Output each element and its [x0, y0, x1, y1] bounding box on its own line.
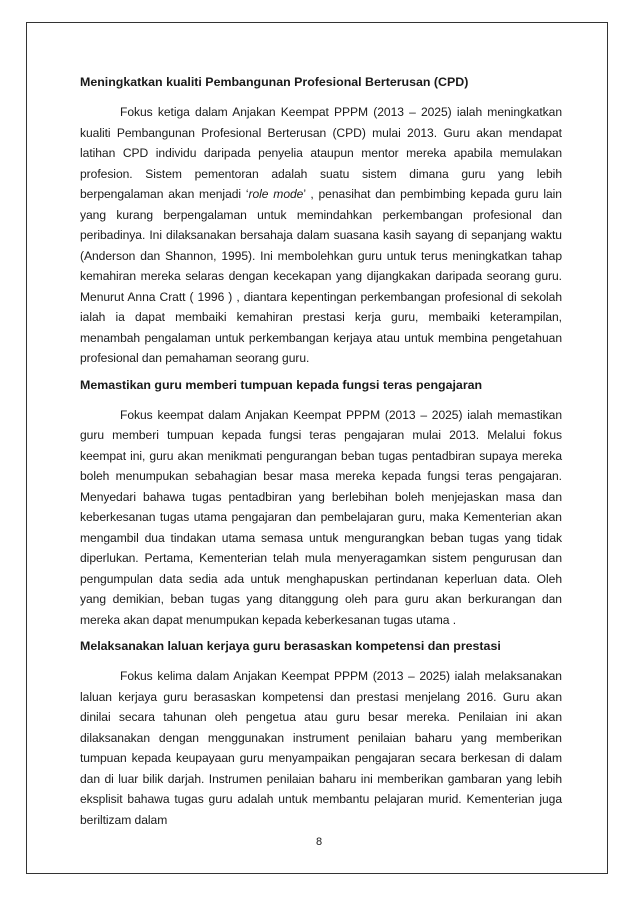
section-paragraph: Fokus kelima dalam Anjakan Keempat PPPM (2013 – 2025) ialah melaksanakan laluan kerjaya guru berasaskan kompetensi dan prestasi menjelang 2016. Guru akan dinilai secara tahunan oleh pengetua atau guru besar mereka. Penilaian ini akan dilaksanakan dengan menggunakan instrument penilaian baharu yang memberikan tumpuan kepada keupayaan guru menyampaikan pengajaran secara berkesan di dalam dan di luar bilik darjah. Instrumen penilaian baharu ini memberikan gambaran yang lebih eksplisit bahawa tugas guru adalah untuk membantu pelajaran murid. Kementerian juga beriltizam dalam: [80, 669, 562, 827]
section-heading: Memastikan guru memberi tumpuan kepada fungsi teras pengajaran: [80, 377, 483, 392]
document-body: [80, 72, 562, 836]
section-cpd: [80, 72, 562, 369]
section-heading: Melaksanakan laluan kerjaya guru berasaskan kompetensi dan prestasi: [80, 639, 501, 653]
section-heading: Meningkatkan kualiti Pembangunan Profesional Berterusan (CPD): [80, 75, 469, 89]
section-paragraph: Fokus keempat dalam Anjakan Keempat PPPM (2013 – 2025) ialah memastikan guru memberi tumpuan kepada fungsi teras pengajaran mulai 2013. Melalui fokus keempat ini, guru akan menikmati pengurangan beban tugas pentadbiran supaya mereka boleh menumpukan sebahagian besar masa mereka kepada fungsi teras pengajaran. Menyedari bahawa tugas pentadbiran yang berlebihan boleh menjejaskan masa dan keberkesanan tugas utama pengajaran dan pembelajaran guru, maka Kementerian akan mengambil dua tindakan utama semasa untuk mengurangkan beban tugas yang tidak diperlukan. Pertama, Kementerian telah mula menyeragamkan sistem pengurusan dan pengumpulan data sedia ada untuk menghapuskan pertindanan keperluan data. Oleh yang demikian, beban tugas yang ditanggung oleh para guru akan berkurangan dan mereka akan dapat menumpukan kepada keberkesanan tugas utama .: [80, 407, 562, 627]
section-career-path: [80, 636, 562, 830]
page-number: 8: [315, 836, 323, 848]
section-teaching-focus: [80, 375, 562, 631]
section-paragraph: Fokus ketiga dalam Anjakan Keempat PPPM (2013 – 2025) ialah meningkatkan kualiti Pembangunan Profesional Berterusan (CPD) mulai 2013. Guru akan mendapat latihan CPD individu daripada penyelia ataupun mentor mereka apabila memulakan profesion. Sistem pementoran adalah suatu sistem dimana guru yang lebih berpengalaman akan menjadi ‘role mode’ , penasihat dan pembimbing kepada guru lain yang kurang berpengalaman untuk memindahkan perkembangan profesional dan peribadinya. Ini dilaksanakan bersahaja dalam suasana kasih sayang di sepanjang waktu (Anderson dan Shannon, 1995). Ini membolehkan guru untuk terus meningkatkan tahap kemahiran mereka selaras dengan kecekapan yang dijangkakan daripada seorang guru. Menurut Anna Cratt ( 1996 ) , diantara kepentingan perkembangan profesional di sekolah ialah ia dapat membaiki kemahiran prestasi kerja guru, membaiki keterampilan, menambah pengalaman untuk perkembangan kerjaya atau untuk membina pengetahuan profesional dan pemahaman seorang guru.: [80, 105, 562, 365]
